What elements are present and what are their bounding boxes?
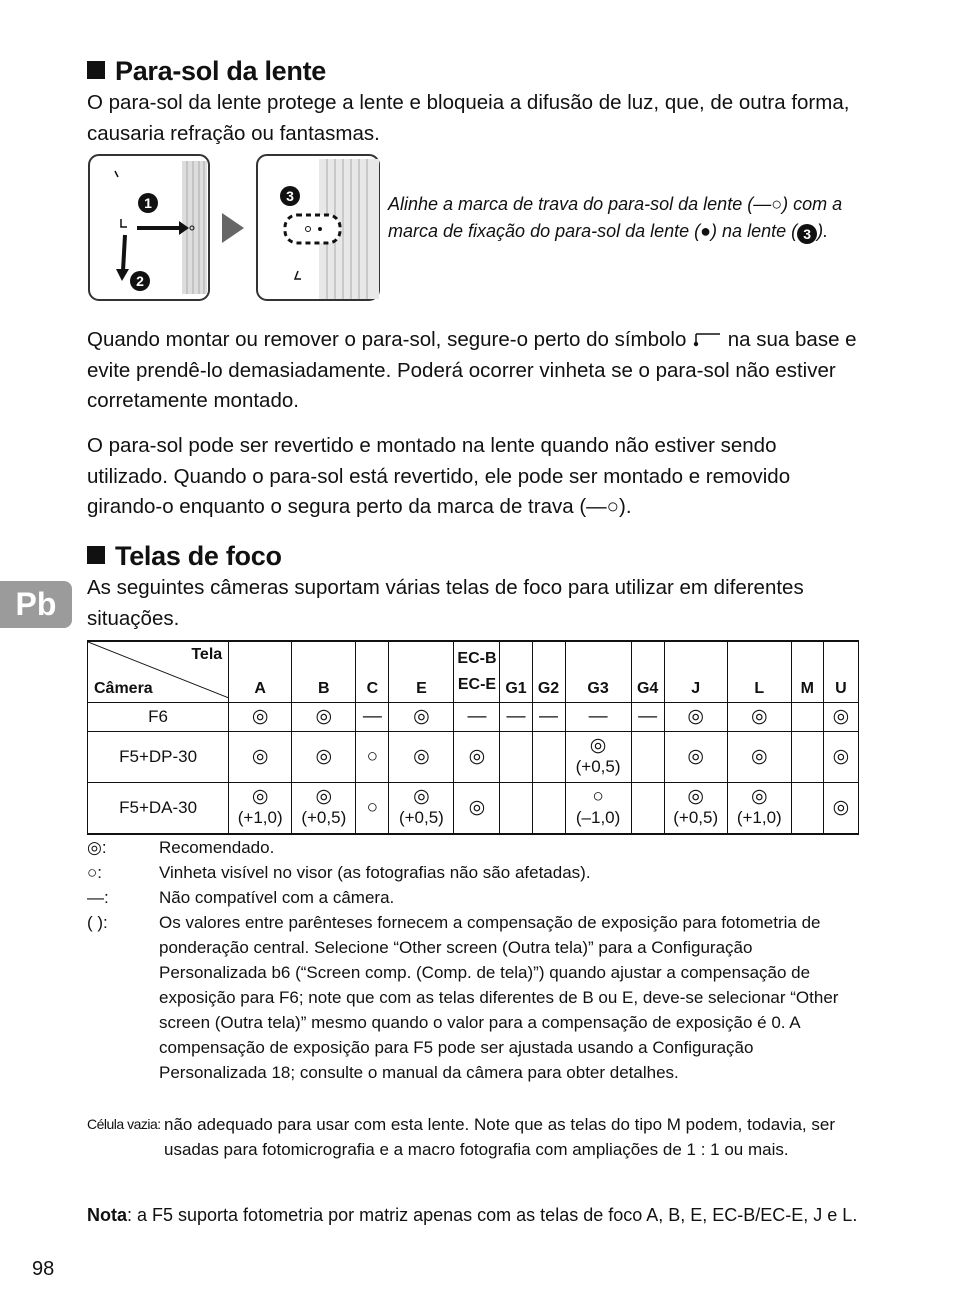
compat-symbol: ◎ [468,746,486,767]
compat-symbol: ◎ [315,746,333,767]
col-header: L [727,641,791,703]
compat-cell [389,732,454,783]
compat-cell [664,703,727,732]
exposure-compensation: (+0,5) [575,757,621,776]
compat-cell [791,732,823,783]
empty-cell-text: não adequado para usar com esta lente. Note que as telas do tipo M podem, todavia, ser usadas para fotomicrografia e a macro fotografia com ampliações de 1 : 1 ou mais. [164,1115,835,1159]
table-corner-header: Tela Câmera [88,641,229,703]
compat-cell [356,703,389,732]
col-header: U [823,641,858,703]
col-header: EC-B EC-E [454,641,500,703]
compat-cell [565,703,631,732]
square-bullet-icon [87,61,105,79]
compat-symbol: — [506,706,526,727]
compat-cell [292,703,356,732]
compat-symbol: — [539,706,559,727]
compat-symbol: ◎ [832,746,850,767]
compat-cell [454,703,500,732]
exposure-compensation: (+0,5) [301,808,347,827]
illustration-caption: Alinhe a marca de trava do para-sol da lente (—○) com a marca de fixação do para-sol da lente (●) na lente ( 3 ). [388,194,843,242]
compat-cell [532,732,565,783]
compat-symbol: ○ [366,797,379,818]
col-header: G1 [500,641,532,703]
col-header: B [292,641,356,703]
compat-cell [823,703,858,732]
compat-cell [532,703,565,732]
compat-symbol: ◎ [251,746,269,767]
legend-key: —: [87,888,109,907]
compat-cell [823,732,858,783]
legend-key: ( ): [87,913,108,932]
compat-symbol: ◎ [750,786,768,807]
exposure-compensation: (+0,5) [398,808,444,827]
compat-cell [389,783,454,835]
col-header: A [229,641,292,703]
compat-cell [229,732,292,783]
legend-text: Vinheta visível no visor (as fotografias não são afetadas). [159,863,591,882]
compat-cell [389,703,454,732]
compat-cell [532,783,565,835]
camera-cell: F5+DP-30 [88,732,229,783]
compat-cell [727,703,791,732]
compat-cell [565,732,631,783]
compat-cell [292,732,356,783]
col-header: G3 [565,641,631,703]
page-number: 98 [32,1258,55,1280]
table-row [88,783,859,835]
focusing-screens-intro: As seguintes câmeras suportam várias telas de foco para utilizar em diferentes situações. [87,576,804,630]
compat-symbol: ◎ [832,797,850,818]
compat-cell [229,783,292,835]
step-2-badge: 2 [130,271,150,291]
compat-cell [292,783,356,835]
exposure-compensation: (+1,0) [736,808,782,827]
compat-symbol: — [638,706,658,727]
compat-symbol: ◎ [687,786,704,807]
exposure-compensation: (–1,0) [575,808,621,827]
square-bullet-icon [87,546,105,564]
section-title-focusing-screens: Telas de foco [87,543,282,570]
legend-text: Recomendado. [159,838,275,857]
col-header: G2 [532,641,565,703]
compat-cell [500,732,532,783]
reverse-paragraph: O para-sol pode ser revertido e montado na lente quando não estiver sendo utilizado. Quando o para-sol está revertido, ele pode ser montado e removido girando-o enquanto o segura perto da marca de trava (—○). [87,434,791,518]
compat-cell [727,732,791,783]
compat-cell [664,732,727,783]
table-row [88,703,859,732]
compat-symbol: ◎ [750,746,768,767]
col-header: E [389,641,454,703]
col-header: M [791,641,823,703]
compat-symbol: — [588,706,608,727]
compat-symbol: ◎ [589,735,607,756]
compat-cell [631,732,664,783]
legend-text: Não compatível com a câmera. [159,888,395,907]
legend-key: ○: [87,863,102,882]
col-header: G4 [631,641,664,703]
compat-cell [229,703,292,732]
compat-cell [356,732,389,783]
compat-symbol: ◎ [750,706,768,727]
camera-cell: F5+DA-30 [88,783,229,835]
compat-symbol: ◎ [468,797,486,818]
compat-symbol: ○ [366,746,379,767]
lens-hood-illustration [87,153,382,303]
compat-symbol: — [467,706,487,727]
compat-symbol: ○ [592,786,604,807]
focusing-screen-table [87,640,859,835]
step-1-badge: 1 [138,193,158,213]
compat-symbol: ◎ [413,706,430,727]
compat-cell [356,783,389,835]
note [87,1203,862,1228]
compat-symbol: ◎ [687,706,704,727]
compat-cell [631,783,664,835]
compat-symbol: ◎ [413,746,430,767]
compat-cell [500,703,532,732]
compat-cell [454,783,500,835]
col-header: J [664,641,727,703]
exposure-compensation: (+1,0) [237,808,283,827]
compat-symbol: ◎ [413,786,430,807]
legend-key: ◎: [87,838,107,857]
compat-symbol: ◎ [251,786,269,807]
empty-cell-key: Célula vazia: [87,1116,161,1132]
compat-cell [631,703,664,732]
compat-cell [500,783,532,835]
legend-text: Os valores entre parênteses fornecem a compensação de exposição para fotometria de ponderação central. Selecione “Other screen (Outra tela)” para a Configuração Personalizada b6 (“Screen comp. (Comp. de tela)”) quando ajustar a compensação de exposição para F6; note que com as telas diferentes de B ou E, deve-se selecionar “Other screen (Outra tela)” mesmo quando o valor para a compensação de exposição é 0. A compensação de exposição para F5 pode ser ajustada usando a Configuração Personalizada 18; consulte o manual da câmera para obter detalhes. [159,913,839,1082]
language-tab: Pb [0,581,72,628]
hood-grip-symbol-icon [692,331,722,347]
compat-cell [454,732,500,783]
compat-cell [664,783,727,835]
compat-symbol: ◎ [315,786,333,807]
compat-cell [791,703,823,732]
section-title-lens-hood: Para-sol da lente [87,58,326,85]
compat-cell [727,783,791,835]
table-row [88,732,859,783]
caption-step-3-badge: 3 [797,224,817,244]
step-3-badge: 3 [280,186,300,206]
compat-symbol: ◎ [251,706,269,727]
compat-cell [791,783,823,835]
compat-symbol: — [362,706,382,727]
compat-cell [823,783,858,835]
note-text: : a F5 suporta fotometria por matriz apenas com as telas de foco A, B, E, EC-B/EC-E, J e L. [127,1205,858,1225]
col-header: C [356,641,389,703]
note-label: Nota [87,1205,127,1225]
lens-hood-intro: O para-sol da lente protege a lente e bloqueia a difusão de luz, que, de outra forma, causaria refração ou fantasmas. [87,91,850,145]
compat-symbol: ◎ [315,706,333,727]
compat-symbol: ◎ [687,746,704,767]
compat-cell [565,783,631,835]
mounting-paragraph: Quando montar ou remover o para-sol, segure-o perto do símbolo na sua base e evite prendê-lo demasiadamente. Poderá ocorrer vinheta se o para-sol não estiver corretamente montado. [87,328,857,412]
camera-cell: F6 [88,703,229,732]
exposure-compensation: (+0,5) [673,808,719,827]
compat-symbol: ◎ [832,706,850,727]
